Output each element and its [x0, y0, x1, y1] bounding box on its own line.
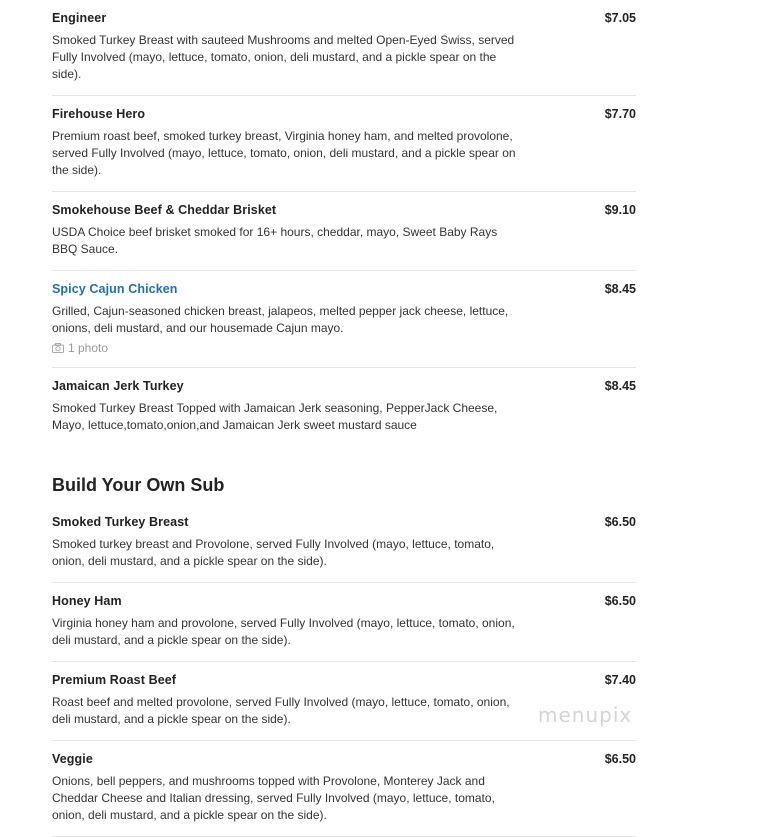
item-name: Jamaican Jerk Turkey	[52, 379, 184, 393]
photo-link[interactable]	[52, 341, 636, 355]
item-price: $8.45	[604, 379, 636, 393]
item-name-link[interactable]: Spicy Cajun Chicken	[52, 282, 178, 296]
item-price: $6.50	[604, 594, 636, 608]
menu-item	[52, 504, 636, 583]
item-price: $6.50	[604, 752, 636, 766]
item-description: Grilled, Cajun-seasoned chicken breast, jalapeos, melted pepper jack cheese, lettuce, onions, deli mustard, and our housemade Cajun mayo.	[52, 304, 509, 335]
item-price: $7.40	[604, 673, 636, 687]
menu-item	[52, 0, 636, 96]
item-description: Premium roast beef, smoked turkey breast, Virginia honey ham, and melted provolone, served Fully Involved (mayo, lettuce, tomato, onion, deli mustard, and a pickle spear on the side).	[52, 129, 516, 177]
item-name: Premium Roast Beef	[52, 673, 177, 687]
photo-count-label[interactable]: 1 photo	[68, 341, 109, 355]
menu-section	[52, 0, 636, 446]
item-price: $9.10	[604, 203, 636, 217]
item-description: Smoked Turkey Breast with sauteed Mushrooms and melted Open-Eyed Swiss, served Fully Involved (mayo, lettuce, tomato, onion, deli mustard, and a pickle spear on the side).	[52, 33, 515, 81]
menu-item	[52, 583, 636, 662]
menu-item	[52, 96, 636, 192]
item-name: Engineer	[52, 11, 107, 25]
item-name: Smoked Turkey Breast	[52, 515, 189, 529]
item-price: $7.05	[604, 11, 636, 25]
menu-item	[52, 368, 636, 446]
item-description: Smoked Turkey Breast Topped with Jamaican Jerk seasoning, PepperJack Cheese, Mayo, lettuce,tomato,onion,and Jamaican Jerk sweet mustard sauce	[52, 401, 498, 432]
item-description: Virginia honey ham and provolone, served Fully Involved (mayo, lettuce, tomato, onion, deli mustard, and a pickle spear on the side).	[52, 616, 515, 647]
item-price: $8.45	[604, 282, 636, 296]
item-price: $6.50	[604, 515, 636, 529]
menu-item	[52, 271, 636, 368]
item-description: Onions, bell peppers, and mushrooms topped with Provolone, Monterey Jack and Cheddar Cheese and Italian dressing, served Fully Involved (mayo, lettuce, tomato, onion, deli mustard, and a pickle spear on the side).	[52, 774, 495, 822]
camera-icon	[52, 343, 64, 353]
menu-section	[52, 474, 636, 837]
item-description: Roast beef and melted provolone, served Fully Involved (mayo, lettuce, tomato, onion, deli mustard, and a pickle spear on the side).	[52, 695, 510, 726]
menu-item	[52, 662, 636, 741]
menu-item	[52, 192, 636, 271]
item-description: Smoked turkey breast and Provolone, served Fully Involved (mayo, lettuce, tomato, onion, deli mustard, and a pickle spear on the side).	[52, 537, 495, 568]
menu-item	[52, 741, 636, 837]
item-price: $7.70	[604, 107, 636, 121]
item-name: Firehouse Hero	[52, 107, 146, 121]
section-title: Build Your Own Sub	[52, 475, 225, 495]
watermark-logo: menupix	[538, 703, 633, 727]
item-description: USDA Choice beef brisket smoked for 16+ hours, cheddar, mayo, Sweet Baby Rays BBQ Sauce.	[52, 225, 498, 256]
item-name: Smokehouse Beef & Cheddar Brisket	[52, 203, 277, 217]
item-name: Veggie	[52, 752, 93, 766]
item-name: Honey Ham	[52, 594, 122, 608]
